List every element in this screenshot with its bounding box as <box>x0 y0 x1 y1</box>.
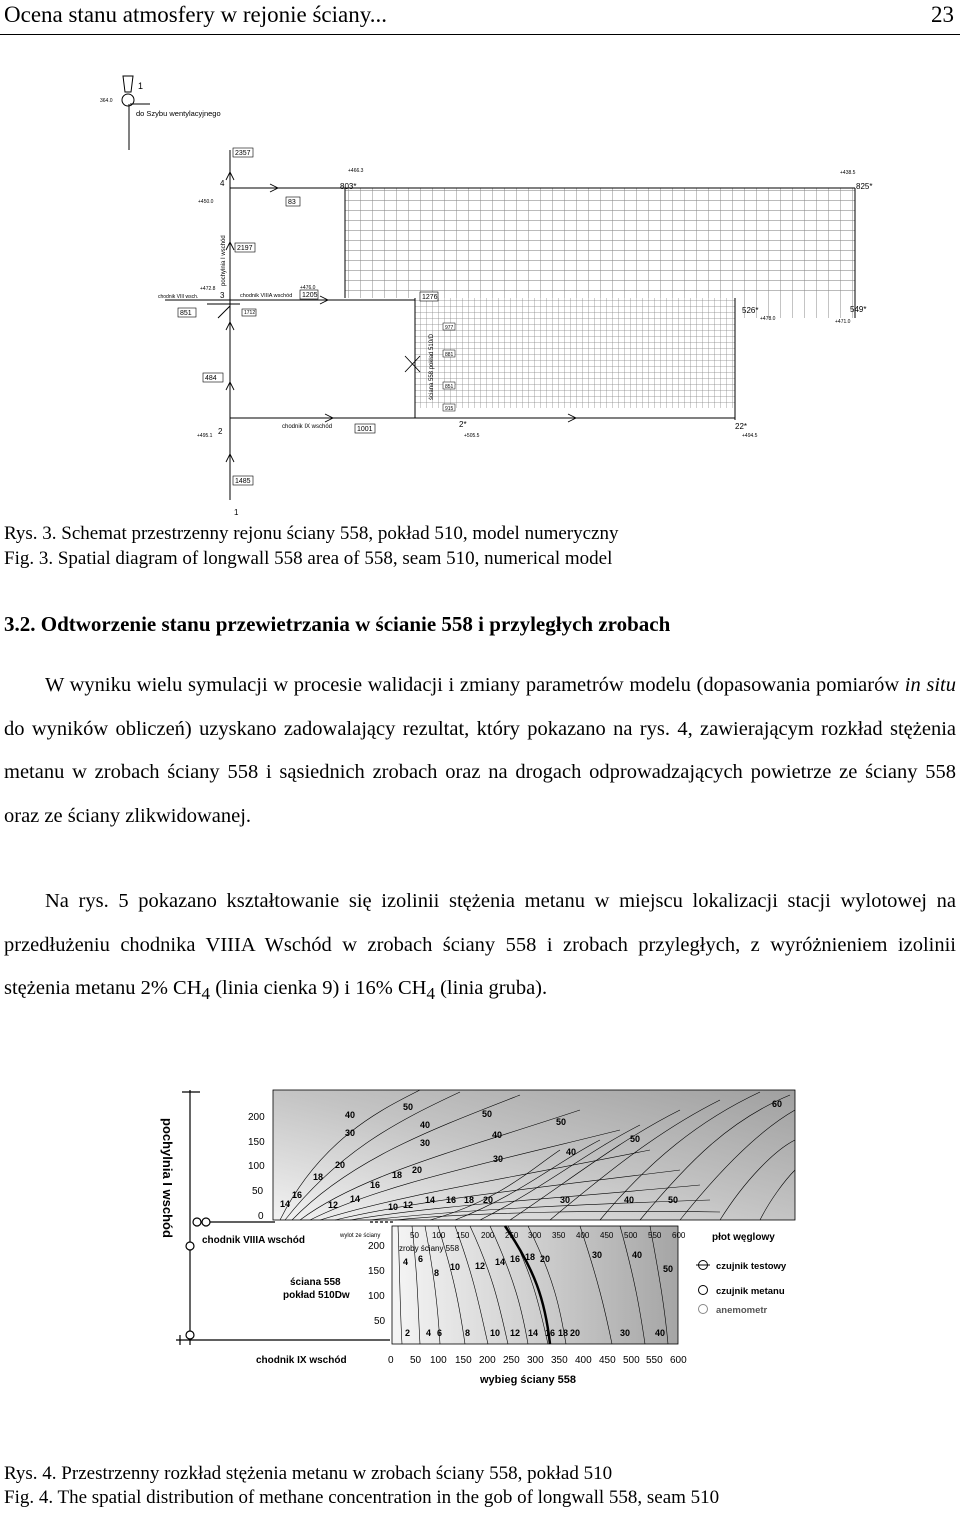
elev-1: 364.0 <box>100 98 113 104</box>
node-1-top: 1 <box>138 81 144 91</box>
shaft-label: do Szybu wentylacyjnego <box>136 109 221 118</box>
anemometr-icon <box>699 1305 708 1314</box>
x-axis <box>388 1355 687 1386</box>
svg-text:6: 6 <box>418 1254 424 1264</box>
branch-1001: 1001 <box>357 426 373 433</box>
svg-text:200: 200 <box>479 1355 496 1366</box>
svg-text:16: 16 <box>510 1254 521 1264</box>
svg-text:12: 12 <box>403 1200 414 1210</box>
svg-text:150: 150 <box>248 1137 265 1148</box>
svg-text:40: 40 <box>420 1120 431 1130</box>
svg-text:14: 14 <box>350 1194 361 1204</box>
zroby-label: zroby ściany 558 <box>399 1244 460 1253</box>
svg-text:40: 40 <box>566 1147 577 1157</box>
pochylnia-label: pochylnia I wschód <box>160 1118 175 1238</box>
branch-1485: 1485 <box>235 478 251 485</box>
page-number: 23 <box>931 2 954 27</box>
chodnik-viiia-label: chodnik VIIIA wschód <box>202 1235 305 1246</box>
svg-text:40: 40 <box>345 1110 356 1120</box>
svg-text:30: 30 <box>345 1128 356 1138</box>
svg-text:14: 14 <box>528 1328 539 1338</box>
svg-text:350: 350 <box>552 1231 566 1240</box>
svg-text:50: 50 <box>410 1231 419 1240</box>
svg-text:300: 300 <box>528 1231 542 1240</box>
wylot-label: wylot ze ściany <box>340 1233 381 1239</box>
svg-text:30: 30 <box>493 1154 504 1164</box>
x-axis-label: wybieg ściany 558 <box>480 1374 576 1386</box>
svg-text:200: 200 <box>481 1231 495 1240</box>
svg-text:16: 16 <box>545 1328 556 1338</box>
svg-text:550: 550 <box>646 1355 663 1366</box>
svg-text:20: 20 <box>570 1328 581 1338</box>
svg-text:40: 40 <box>655 1328 666 1338</box>
svg-text:450: 450 <box>599 1355 616 1366</box>
paragraph-1: W wyniku wielu symulacji w procesie walidacji i zmiany parametrów modelu (dopasowania pomiarów in situ do wyników obliczeń) uzyskano zadowalający rezultat, który pokazano na rys. 4, zawierającym rozkład stężenia metanu w zrobach ściany 558 i sąsiednich zrobach oraz na drogach odprowadzających powietrze ze ściany 558 oraz ze ściany zlikwidowanej. <box>4 674 956 827</box>
seg-851: 851 <box>445 384 454 390</box>
branch-851: 851 <box>180 310 192 317</box>
svg-text:40: 40 <box>492 1130 503 1140</box>
svg-text:12: 12 <box>475 1261 486 1271</box>
figure-3-caption-pl: Rys. 3. Schemat przestrzenny rejonu ściany 558, pokład 510, model numeryczny <box>4 523 619 544</box>
svg-text:2: 2 <box>405 1328 411 1338</box>
svg-text:10: 10 <box>388 1202 399 1212</box>
seg-881: 881 <box>445 352 454 358</box>
elev-825: +438.5 <box>840 170 856 176</box>
svg-text:150: 150 <box>368 1266 385 1277</box>
svg-text:18: 18 <box>558 1328 569 1338</box>
svg-text:12: 12 <box>510 1328 521 1338</box>
branch-2197: 2197 <box>237 245 253 252</box>
svg-text:50: 50 <box>374 1316 386 1327</box>
svg-text:100: 100 <box>430 1355 447 1366</box>
svg-text:200: 200 <box>368 1241 385 1252</box>
svg-text:18: 18 <box>313 1172 324 1182</box>
node-526: 526* <box>742 306 759 315</box>
svg-text:50: 50 <box>668 1195 679 1205</box>
figure-3-network-schematic <box>0 40 960 520</box>
seg-915: 915 <box>445 406 454 412</box>
svg-text:16: 16 <box>446 1195 457 1205</box>
svg-text:300: 300 <box>527 1355 544 1366</box>
svg-text:20: 20 <box>540 1254 551 1264</box>
elev-2: +495.1 <box>197 433 213 439</box>
svg-text:350: 350 <box>551 1355 568 1366</box>
elev-526: +478.0 <box>760 316 776 322</box>
svg-text:200: 200 <box>248 1112 265 1123</box>
svg-text:50: 50 <box>556 1117 567 1127</box>
elev-1205: +476.0 <box>300 285 316 291</box>
svg-text:150: 150 <box>455 1355 472 1366</box>
sciana-label: ściana 558 <box>290 1277 341 1288</box>
svg-text:100: 100 <box>368 1291 385 1302</box>
svg-text:30: 30 <box>620 1328 631 1338</box>
svg-text:10: 10 <box>490 1328 501 1338</box>
svg-text:100: 100 <box>432 1231 446 1240</box>
svg-text:6: 6 <box>437 1328 443 1338</box>
node-3: 3 <box>220 291 225 300</box>
section-heading: 3.2. Odtworzenie stanu przewietrzania w ścianie 558 i przyległych zrobach <box>4 612 671 636</box>
figure-4-methane-isolines <box>0 1080 960 1400</box>
svg-text:500: 500 <box>623 1355 640 1366</box>
elev-549: +471.0 <box>835 319 851 325</box>
figure-4-caption-pl: Rys. 4. Przestrzenny rozkład stężenia metanu w zrobach ściany 558, pokład 510 <box>4 1463 613 1484</box>
svg-text:0: 0 <box>388 1355 394 1366</box>
node-2s: 2* <box>459 420 467 429</box>
seg-977: 977 <box>445 325 454 331</box>
svg-text:14: 14 <box>495 1257 506 1267</box>
chodnik-ix-label: chodnik IX wschód <box>282 424 333 430</box>
poklad-label: pokład 510Dw <box>283 1290 350 1301</box>
svg-text:16: 16 <box>370 1180 381 1190</box>
svg-text:20: 20 <box>335 1160 346 1170</box>
czujnik-metanu-icon <box>699 1286 708 1295</box>
svg-text:8: 8 <box>465 1328 471 1338</box>
plot-label: płot węglowy <box>712 1232 775 1243</box>
figure-4-caption-en: Fig. 4. The spatial distribution of methane concentration in the gob of longwall 558, seam 510 <box>4 1487 720 1508</box>
chodnik-ix-label: chodnik IX wschód <box>256 1355 347 1366</box>
svg-text:250: 250 <box>505 1231 519 1240</box>
svg-text:czujnik testowy: czujnik testowy <box>716 1261 787 1272</box>
svg-text:600: 600 <box>670 1355 687 1366</box>
svg-text:400: 400 <box>576 1231 590 1240</box>
svg-text:18: 18 <box>464 1195 475 1205</box>
elev-803: +466.3 <box>348 168 364 174</box>
svg-text:30: 30 <box>420 1138 431 1148</box>
branch-484: 484 <box>205 375 217 382</box>
svg-text:czujnik metanu: czujnik metanu <box>716 1286 785 1297</box>
svg-text:250: 250 <box>503 1355 520 1366</box>
elev-2s: +505.5 <box>464 433 480 439</box>
svg-text:18: 18 <box>392 1170 403 1180</box>
svg-text:anemometr: anemometr <box>716 1305 768 1316</box>
elev-4: +450.0 <box>198 199 214 205</box>
svg-text:50: 50 <box>403 1102 414 1112</box>
svg-text:4: 4 <box>403 1257 409 1267</box>
node-803: 803* <box>340 182 357 191</box>
svg-text:550: 550 <box>648 1231 662 1240</box>
svg-text:500: 500 <box>624 1231 638 1240</box>
branch-1276: 1276 <box>422 294 438 301</box>
running-header <box>0 0 960 35</box>
svg-text:50: 50 <box>482 1109 493 1119</box>
figure-3-caption-en: Fig. 3. Spatial diagram of longwall 558 area of 558, seam 510, numerical model <box>4 548 613 569</box>
sciana-label: ściana 558 pokład 510/D <box>429 333 435 400</box>
legend <box>696 1261 787 1317</box>
svg-text:20: 20 <box>412 1165 423 1175</box>
branch-1712: 1712 <box>244 310 256 316</box>
node-2: 2 <box>218 427 223 436</box>
node-4: 4 <box>220 179 225 188</box>
ventilation-shaft <box>122 76 134 106</box>
node-1-bottom: 1 <box>234 508 239 517</box>
pochylnia-label: pochylnia I wschód <box>221 235 227 286</box>
svg-text:50: 50 <box>410 1355 422 1366</box>
svg-text:16: 16 <box>292 1190 303 1200</box>
svg-text:12: 12 <box>328 1200 339 1210</box>
svg-text:0: 0 <box>258 1211 264 1222</box>
chodnik-viii-label: chodnik VIII wsch. <box>158 294 199 300</box>
svg-text:18: 18 <box>525 1252 536 1262</box>
paragraph-2: Na rys. 5 pokazano kształtowanie się izolinii stężenia metanu w miejscu lokalizacji stacji wylotowej na przedłużeniu chodnika VIIIA Wschód w zrobach ściany 558 i zrobach przyległych, z wyróżnieniem izolinii stężenia metanu 2% $CH_4$ (linia cienka 9) i 16% $CH_4$ (linia gruba). <box>4 890 956 1004</box>
svg-text:50: 50 <box>252 1186 264 1197</box>
node-549: 549* <box>850 305 867 314</box>
svg-text:20: 20 <box>483 1195 494 1205</box>
node-22s: 22* <box>735 422 748 431</box>
svg-text:4: 4 <box>426 1328 432 1338</box>
svg-text:60: 60 <box>772 1099 783 1109</box>
svg-text:50: 50 <box>630 1134 641 1144</box>
chodnik-viiia-label: chodnik VIIIA wschód <box>240 293 293 299</box>
svg-text:10: 10 <box>450 1262 461 1272</box>
branch-83: 83 <box>288 199 296 206</box>
svg-text:40: 40 <box>624 1195 635 1205</box>
branch-2357: 2357 <box>235 150 251 157</box>
svg-text:50: 50 <box>663 1264 674 1274</box>
svg-text:450: 450 <box>600 1231 614 1240</box>
svg-text:30: 30 <box>592 1250 603 1260</box>
svg-text:14: 14 <box>425 1195 436 1205</box>
svg-text:14: 14 <box>280 1199 291 1209</box>
svg-text:150: 150 <box>456 1231 470 1240</box>
svg-text:100: 100 <box>248 1161 265 1172</box>
svg-text:40: 40 <box>632 1250 643 1260</box>
node-825: 825* <box>856 182 873 191</box>
header-title: Ocena stanu atmosfery w rejonie ściany... <box>4 2 387 27</box>
elev-3: +472.8 <box>200 286 216 292</box>
branch-1205: 1205 <box>302 292 318 299</box>
svg-text:400: 400 <box>575 1355 592 1366</box>
upper-contour-panel <box>248 1090 795 1222</box>
svg-text:30: 30 <box>560 1195 571 1205</box>
svg-text:8: 8 <box>434 1268 440 1278</box>
elev-22s: +494.5 <box>742 433 758 439</box>
svg-text:600: 600 <box>672 1231 686 1240</box>
